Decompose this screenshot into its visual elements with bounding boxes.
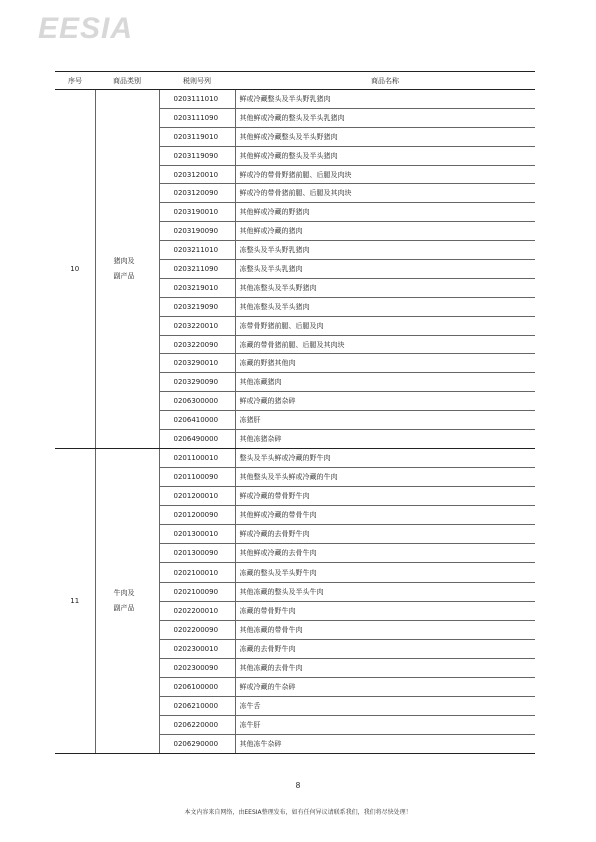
footer-note: 本文内容来自网络，由EESIA整理发布，如有任何异议请联系我们，我们将尽快处理！ [184, 809, 412, 816]
tariff-code: 0202200090 [159, 620, 235, 639]
tariff-code: 0202200010 [159, 601, 235, 620]
product-name: 其他整头及半头鲜或冷藏的牛肉 [235, 468, 535, 487]
product-name: 冻整头及半头野乳猪肉 [235, 241, 535, 260]
product-name: 其他冻藏的带骨牛肉 [235, 620, 535, 639]
tariff-code: 0202300010 [159, 639, 235, 658]
product-name: 其他鲜或冷藏的带骨牛肉 [235, 506, 535, 525]
product-name: 鲜或冷藏整头及半头野乳猪肉 [235, 90, 535, 109]
product-name: 其他冻整头及半头猪肉 [235, 297, 535, 316]
tariff-code: 0203119090 [159, 146, 235, 165]
tariff-code: 0203290010 [159, 354, 235, 373]
tariff-code: 0202100010 [159, 563, 235, 582]
product-name: 其他冻整头及半头野猪肉 [235, 278, 535, 297]
tariff-code: 0203111090 [159, 108, 235, 127]
product-table [55, 71, 535, 754]
tariff-code: 0206490000 [159, 430, 235, 449]
header-product-name: 商品名称 [235, 72, 535, 90]
tariff-code: 0201300010 [159, 525, 235, 544]
product-name: 其他鲜或冷藏的去骨牛肉 [235, 544, 535, 563]
product-name: 冻带骨野猪前腿、后腿及肉 [235, 316, 535, 335]
product-name: 其他鲜或冷藏整头及半头野猪肉 [235, 127, 535, 146]
product-name: 其他冻牛杂碎 [235, 735, 535, 754]
tariff-code: 0201100010 [159, 448, 235, 467]
table-body [55, 90, 535, 754]
header-serial: 序号 [55, 72, 95, 90]
tariff-code: 0201200090 [159, 506, 235, 525]
tariff-code: 0206100000 [159, 678, 235, 697]
tariff-code: 0203211010 [159, 241, 235, 260]
product-name: 整头及半头鲜或冷藏的野牛肉 [235, 448, 535, 467]
product-name: 其他鲜或冷藏的整头及半头猪肉 [235, 146, 535, 165]
tariff-code: 0203220090 [159, 335, 235, 354]
product-name: 其他鲜或冷藏的野猪肉 [235, 203, 535, 222]
header-category: 商品类别 [95, 72, 159, 90]
product-name: 鲜或冷的带骨野猪前腿、后腿及肉块 [235, 165, 535, 184]
tariff-code: 0201100090 [159, 468, 235, 487]
product-name: 冻藏的野猪其他肉 [235, 354, 535, 373]
tariff-code: 0203219090 [159, 297, 235, 316]
product-name: 冻牛舌 [235, 697, 535, 716]
product-category: 猪肉及 副产品 [95, 90, 159, 449]
product-name: 冻猪肝 [235, 411, 535, 430]
product-name: 冻牛肝 [235, 716, 535, 735]
product-name: 其他冻藏猪肉 [235, 373, 535, 392]
tariff-code: 0202300090 [159, 658, 235, 677]
eesia-logo: EESIA [38, 12, 134, 45]
product-name: 其他鲜或冷藏的猪肉 [235, 222, 535, 241]
tariff-code: 0203111010 [159, 90, 235, 109]
tariff-code: 0206210000 [159, 697, 235, 716]
tariff-code: 0203219010 [159, 278, 235, 297]
tariff-code: 0206300000 [159, 392, 235, 411]
product-name: 鲜或冷的带骨猪前腿、后腿及其肉块 [235, 184, 535, 203]
page-number: 8 [295, 781, 301, 790]
header-tariff-code: 税则号列 [159, 72, 235, 90]
tariff-code: 0206410000 [159, 411, 235, 430]
tariff-code: 0203120090 [159, 184, 235, 203]
table-row [55, 90, 535, 109]
tariff-code: 0201200010 [159, 487, 235, 506]
serial-number: 11 [55, 448, 95, 754]
product-name: 冻藏的去骨野牛肉 [235, 639, 535, 658]
table-row [55, 448, 535, 467]
product-name: 鲜或冷藏的去骨野牛肉 [235, 525, 535, 544]
product-name: 冻藏的整头及半头野牛肉 [235, 563, 535, 582]
product-category: 牛肉及 副产品 [95, 448, 159, 754]
tariff-code: 0203120010 [159, 165, 235, 184]
tariff-code: 0203211090 [159, 260, 235, 279]
tariff-code: 0203190090 [159, 222, 235, 241]
tariff-code: 0203290090 [159, 373, 235, 392]
product-name: 其他鲜或冷藏的整头及半头乳猪肉 [235, 108, 535, 127]
product-name: 鲜或冷藏的猪杂碎 [235, 392, 535, 411]
product-name: 鲜或冷藏的牛杂碎 [235, 678, 535, 697]
product-name: 其他冻藏的整头及半头牛肉 [235, 582, 535, 601]
serial-number: 10 [55, 90, 95, 449]
tariff-code: 0201300090 [159, 544, 235, 563]
product-name: 其他冻猪杂碎 [235, 430, 535, 449]
product-name: 鲜或冷藏的带骨野牛肉 [235, 487, 535, 506]
tariff-code: 0203119010 [159, 127, 235, 146]
tariff-code: 0203220010 [159, 316, 235, 335]
tariff-code: 0203190010 [159, 203, 235, 222]
tariff-code: 0206290000 [159, 735, 235, 754]
product-name: 冻藏的带骨猪前腿、后腿及其肉块 [235, 335, 535, 354]
table-header-row [55, 72, 535, 90]
product-name: 冻整头及半头乳猪肉 [235, 260, 535, 279]
product-name: 冻藏的带骨野牛肉 [235, 601, 535, 620]
product-name: 其他冻藏的去骨牛肉 [235, 658, 535, 677]
tariff-code: 0206220000 [159, 716, 235, 735]
tariff-code: 0202100090 [159, 582, 235, 601]
